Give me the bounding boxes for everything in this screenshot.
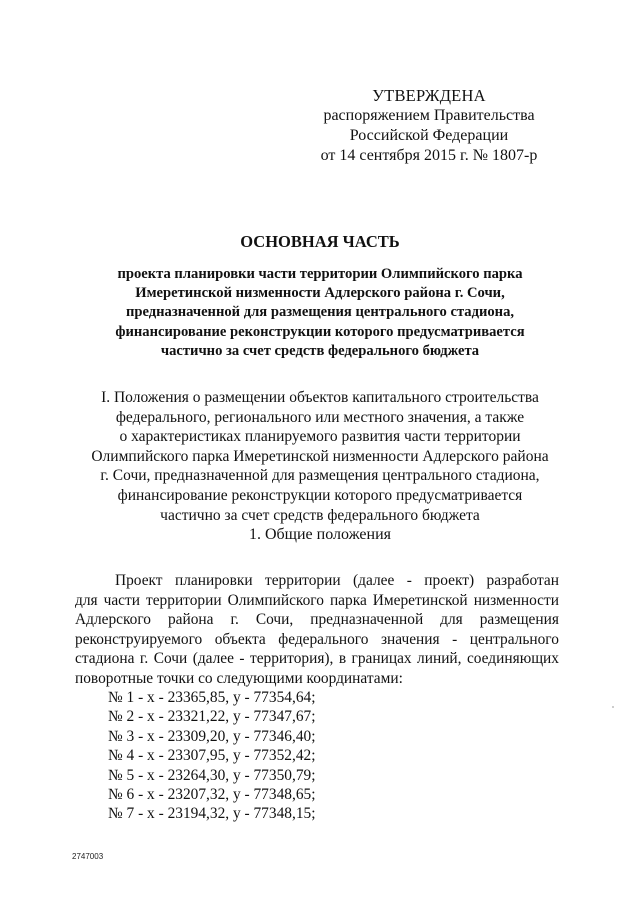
word: Проект [115, 572, 163, 589]
subsection-heading: 1. Общие положения [248, 526, 392, 543]
section-heading-line: г. Сочи, предназначенной для размещения центрального стадиона, [100, 467, 540, 485]
word: части [103, 591, 140, 609]
word: для [75, 591, 98, 609]
subtitle-line: Имеретинской низменности Адлерского района г. Сочи, [135, 285, 505, 302]
word: Имеретинской [372, 591, 468, 609]
coordinate-item: № 3 - х - 23309,20, у - 77346,40; [108, 727, 316, 745]
approval-stamp [300, 86, 558, 166]
paragraph-line [75, 571, 559, 591]
word: - [406, 572, 412, 589]
word: парка [329, 591, 367, 609]
coordinate-item: № 6 - х - 23207,32, у - 77348,65; [108, 785, 316, 803]
section-heading-line: финансирование реконструкции которого предусматривается [117, 486, 523, 504]
approval-line-3: от 14 сентября 2015 г. № 1807-р [320, 147, 538, 164]
word: территории [146, 591, 222, 609]
subtitle-line: предназначенной для размещения центрального стадиона, [125, 304, 515, 321]
word: границах [351, 650, 412, 668]
word: центрального [469, 630, 559, 648]
word: предназначенной [310, 611, 424, 629]
scan-speck [612, 706, 614, 708]
word: г. [230, 611, 239, 629]
word: (далее [192, 650, 234, 668]
word: низменности [473, 591, 559, 609]
word: Сочи [153, 650, 188, 668]
approval-line-1: распоряжением Правительства [323, 107, 535, 124]
subtitle-line: финансирование реконструкции которого предусматривается [115, 323, 525, 340]
section-heading-line: федерального, регионального или местного значения, а также [115, 408, 525, 426]
document-code: 2747003 [72, 852, 104, 861]
word: реконструируемого [75, 630, 203, 648]
subtitle-line: проекта планировки части территории Олимпийского парка [117, 266, 523, 282]
word: объекта [214, 630, 266, 648]
word: Сочи, [255, 611, 294, 629]
coordinate-item: № 1 - х - 23365,85, у - 77354,64; [108, 689, 316, 706]
document-title: ОСНОВНАЯ ЧАСТЬ [240, 232, 400, 251]
word: планировки [174, 572, 253, 589]
word: г. [139, 650, 149, 668]
paragraph-line: поворотные точки со следующими координатами: [75, 669, 403, 687]
section-heading-line: I. Положения о размещении объектов капитального строительства [101, 389, 539, 406]
word: размещения [479, 611, 559, 629]
word: территория), [249, 650, 334, 668]
paragraph-line [75, 649, 559, 669]
word: района [167, 611, 214, 629]
coordinate-item: № 4 - х - 23307,95, у - 77352,42; [108, 747, 316, 765]
approval-title: УТВЕРЖДЕНА [372, 86, 486, 105]
word: разработан [486, 572, 559, 589]
word: значения [380, 630, 440, 648]
document-subtitle [60, 265, 580, 361]
body-paragraph [75, 571, 559, 689]
word: федерального [278, 630, 369, 648]
word: соединяющих [466, 650, 559, 668]
section-heading-line: о характеристиках планируемого развития части территории [119, 428, 521, 446]
word: - [239, 650, 245, 668]
coordinate-item: № 5 - х - 23264,30, у - 77350,79; [108, 766, 316, 784]
paragraph-line [75, 610, 559, 630]
word: Олимпийского [227, 591, 324, 609]
subtitle-line: частично за счет средств федерального бюджета [160, 342, 480, 359]
paragraph-line [75, 630, 559, 650]
word: для [440, 611, 463, 629]
word: (далее [353, 572, 395, 589]
approval-line-2: Российской Федерации [349, 127, 509, 144]
section-heading [60, 388, 580, 525]
coordinate-item: № 7 - х - 23194,32, у - 77348,15; [108, 805, 316, 823]
word: стадиона [75, 650, 135, 668]
word: территории [265, 572, 341, 589]
section-heading-line: частично за счет средств федерального бюджета [160, 506, 480, 524]
word: в [338, 650, 347, 668]
word: Адлерского [75, 611, 151, 629]
section-heading-line: Олимпийского парка Имеретинской низменности Адлерского района [91, 447, 549, 465]
coordinate-item: № 2 - х - 23321,22, у - 77347,67; [108, 708, 316, 726]
word: линий, [417, 650, 462, 668]
coordinate-list [108, 688, 315, 824]
paragraph-line [75, 591, 559, 611]
word: проект) [424, 572, 475, 589]
word: - [452, 630, 458, 648]
